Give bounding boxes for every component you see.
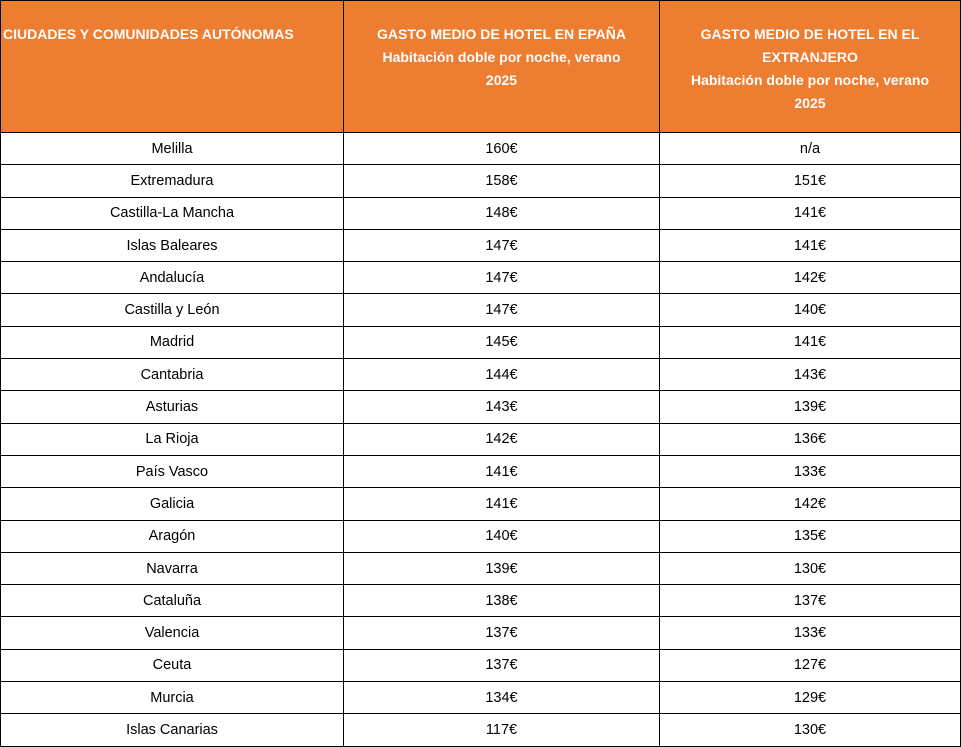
table-row xyxy=(1,455,961,487)
abroad-price-cell: 127€ xyxy=(660,649,961,681)
spain-price-cell: 141€ xyxy=(344,488,660,520)
abroad-price-cell: 142€ xyxy=(660,488,961,520)
abroad-price-cell: 140€ xyxy=(660,294,961,326)
abroad-price-cell: 133€ xyxy=(660,455,961,487)
table-row xyxy=(1,423,961,455)
spain-price-cell: 160€ xyxy=(344,133,660,165)
table-row xyxy=(1,488,961,520)
abroad-price-cell: 133€ xyxy=(660,617,961,649)
table-row xyxy=(1,326,961,358)
table-row xyxy=(1,262,961,294)
region-cell: Islas Baleares xyxy=(1,229,344,261)
abroad-price-cell: 151€ xyxy=(660,165,961,197)
table-row xyxy=(1,714,961,746)
table-row xyxy=(1,229,961,261)
spain-price-cell: 142€ xyxy=(344,423,660,455)
spain-price-cell: 147€ xyxy=(344,229,660,261)
header-spain-line1: GASTO MEDIO DE HOTEL EN EPAÑA xyxy=(377,26,626,42)
abroad-price-cell: 141€ xyxy=(660,326,961,358)
header-region-text: CIUDADES Y COMUNIDADES AUTÓNOMAS xyxy=(3,26,294,42)
region-cell: Asturias xyxy=(1,391,344,423)
region-cell: Valencia xyxy=(1,617,344,649)
spain-price-cell: 143€ xyxy=(344,391,660,423)
region-cell: Aragón xyxy=(1,520,344,552)
region-cell: La Rioja xyxy=(1,423,344,455)
header-spain-line3: 2025 xyxy=(485,72,518,88)
table-header xyxy=(1,1,961,133)
table-row xyxy=(1,359,961,391)
table-row xyxy=(1,552,961,584)
header-abroad-line1: GASTO MEDIO DE HOTEL EN EL xyxy=(700,26,920,42)
header-spain-line2: Habitación doble por noche, verano xyxy=(382,49,621,65)
header-abroad-line2: EXTRANJERO xyxy=(762,49,858,65)
header-spain xyxy=(344,1,660,133)
table-row xyxy=(1,585,961,617)
spain-price-cell: 158€ xyxy=(344,165,660,197)
header-row xyxy=(1,1,961,133)
table-row xyxy=(1,165,961,197)
spain-price-cell: 138€ xyxy=(344,585,660,617)
table-body xyxy=(1,133,961,747)
region-cell: Cataluña xyxy=(1,585,344,617)
region-cell: Andalucía xyxy=(1,262,344,294)
spain-price-cell: 139€ xyxy=(344,552,660,584)
region-cell: Extremadura xyxy=(1,165,344,197)
spain-price-cell: 141€ xyxy=(344,455,660,487)
abroad-price-cell: 137€ xyxy=(660,585,961,617)
region-cell: País Vasco xyxy=(1,455,344,487)
abroad-price-cell: 136€ xyxy=(660,423,961,455)
header-abroad-line4: 2025 xyxy=(794,95,826,111)
table-row xyxy=(1,649,961,681)
abroad-price-cell: 129€ xyxy=(660,682,961,714)
abroad-price-cell: n/a xyxy=(660,133,961,165)
spain-price-cell: 148€ xyxy=(344,197,660,229)
abroad-price-cell: 130€ xyxy=(660,552,961,584)
spain-price-cell: 144€ xyxy=(344,359,660,391)
abroad-price-cell: 135€ xyxy=(660,520,961,552)
region-cell: Islas Canarias xyxy=(1,714,344,746)
region-cell: Cantabria xyxy=(1,359,344,391)
spain-price-cell: 147€ xyxy=(344,262,660,294)
abroad-price-cell: 142€ xyxy=(660,262,961,294)
region-cell: Navarra xyxy=(1,552,344,584)
spain-price-cell: 147€ xyxy=(344,294,660,326)
abroad-price-cell: 130€ xyxy=(660,714,961,746)
table-row xyxy=(1,197,961,229)
table-row xyxy=(1,617,961,649)
spain-price-cell: 145€ xyxy=(344,326,660,358)
region-cell: Madrid xyxy=(1,326,344,358)
abroad-price-cell: 143€ xyxy=(660,359,961,391)
region-cell: Castilla-La Mancha xyxy=(1,197,344,229)
header-abroad xyxy=(660,1,961,133)
region-cell: Melilla xyxy=(1,133,344,165)
region-cell: Castilla y León xyxy=(1,294,344,326)
region-cell: Galicia xyxy=(1,488,344,520)
abroad-price-cell: 139€ xyxy=(660,391,961,423)
spain-price-cell: 134€ xyxy=(344,682,660,714)
table-row xyxy=(1,520,961,552)
header-abroad-line3: Habitación doble por noche, verano xyxy=(690,72,930,88)
region-cell: Ceuta xyxy=(1,649,344,681)
table-row xyxy=(1,133,961,165)
spain-price-cell: 137€ xyxy=(344,649,660,681)
table-row xyxy=(1,391,961,423)
spain-price-cell: 140€ xyxy=(344,520,660,552)
abroad-price-cell: 141€ xyxy=(660,197,961,229)
region-cell: Murcia xyxy=(1,682,344,714)
spain-price-cell: 117€ xyxy=(344,714,660,746)
abroad-price-cell: 141€ xyxy=(660,229,961,261)
table-row xyxy=(1,682,961,714)
header-region xyxy=(1,1,344,133)
spain-price-cell: 137€ xyxy=(344,617,660,649)
table-row xyxy=(1,294,961,326)
